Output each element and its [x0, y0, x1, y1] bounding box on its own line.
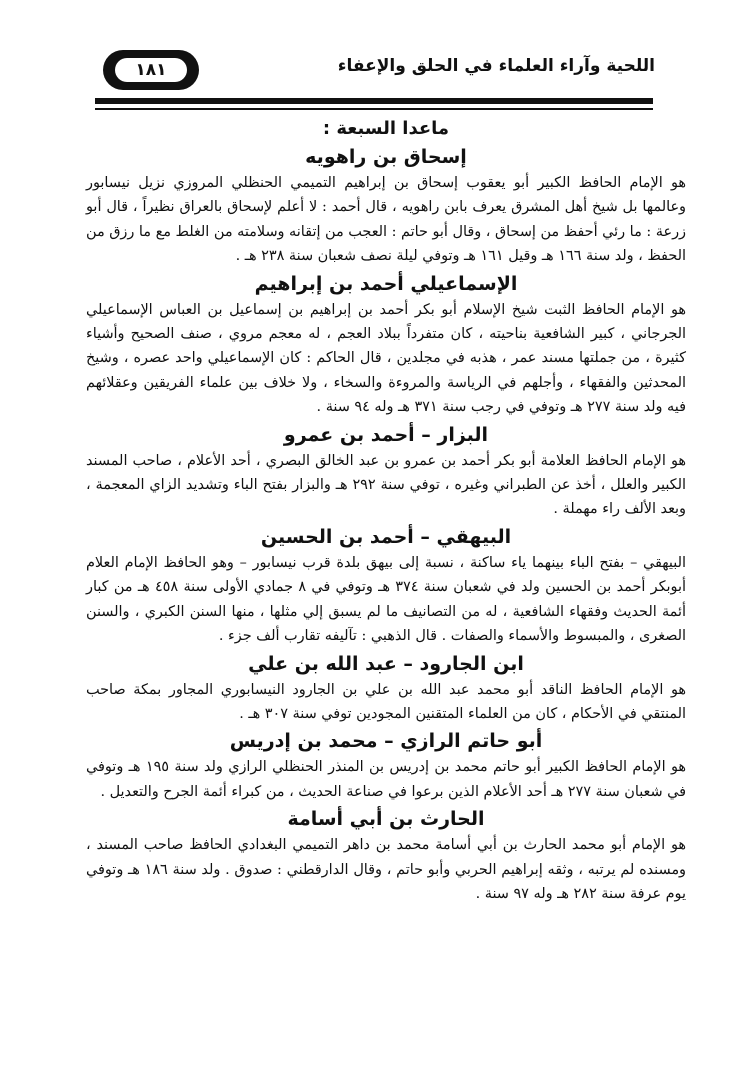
running-title: اللحية وآراء العلماء في الحلق والإعفاء: [337, 56, 655, 76]
entry-body: هو الإمام الحافظ الثبت شيخ الإسلام أبو بكر أحمد بن إبراهيم بن إسماعيل بن العباس الإسماعيلي الجرجاني ، كبير الشافعية بناحيته ، كان متفرداً ببلاد العجم ، له معجم مروي ، صنف الصحيح وأشياء كثيرة ، من جملتها مسند عمر ، هذبه في مجلدين ، قال الحاكم : كان الإسماعيلي واحد عصره ، وشيخ المحدثين والفقهاء ، وأجلهم في الرياسة والمروءة والسخاء ، ولا خلاف بين علماء الفريقين وعقلائهم فيه ولد سنة ٢٧٧ هـ وتوفي في رجب سنة ٣٧١ هـ وله ٩٤ سنة .: [86, 301, 686, 416]
page-number-badge: [103, 50, 199, 90]
page-content: [86, 116, 686, 906]
entry-body: البيهقي – بفتح الباء بينهما ياء ساكنة ، نسبة إلى بيهق بلدة قرب نيسابور – وهو الحافظ الإمام العلام أبوبكر أحمد بن الحسين ولد في شعبان سنة ٣٧٤ هـ وتوفي في ٨ جمادي الأولى سنة ٤٥٨ هـ من كبار أئمة الحديث وفقهاء الشافعية ، له من التصانيف ما لم يسبق إلي مثلها ، منها السنن الكبري ، والسنن الصغرى ، والمبسوط والأسماء والصفات . قال الذهبي : تآليفه تقارب ألف جزء .: [86, 554, 686, 645]
entry-title: الإسماعيلي أحمد بن إبراهيم: [254, 272, 518, 295]
entry-body: هو الإمام الحافظ العلامة أبو بكر أحمد بن عمرو بن عبد الخالق البصري ، أحد الأعلام ، صاحب المسند الكبير والعلل ، أخذ عن الطبراني وغيره ، توفي سنة ٢٩٢ هـ والبزار بفتح الباء وتشديد الزاي المعجمة ، وبعد الألف راء مهملة .: [86, 452, 687, 518]
page-number: ١٨١: [115, 58, 187, 82]
entry-title: البيهقي – أحمد بن الحسين: [260, 525, 512, 548]
entry-title: ابن الجارود – عبد الله بن علي: [248, 652, 524, 675]
entry-body: هو الإمام أبو محمد الحارث بن أبي أسامة محمد بن داهر التميمي البغدادي الحافظ صاحب المسند ، ومسنده لم يرتبه ، وثقه إبراهيم الحربي وأبو حاتم ، وقال الدارقطني : صدوق . ولد سنة ١٨٦ هـ وتوفي يوم عرفة سنة ٢٨٢ هـ وله ٩٧ سنة .: [86, 837, 687, 902]
entry-title: البزار – أحمد بن عمرو: [283, 423, 489, 446]
running-header: [95, 50, 655, 96]
entry-title: إسحاق بن راهويه: [305, 146, 467, 168]
entry-title: أبو حاتم الرازي – محمد بن إدريس: [229, 730, 543, 753]
entry-title: الحارث بن أبي أسامة: [287, 808, 485, 831]
entry-body: هو الإمام الحافظ الكبير أبو حاتم محمد بن إدريس بن المنذر الحنظلي الرازي ولد سنة ١٩٥ هـ وتوفي في شعبان سنة ٢٧٧ هـ أحد الأعلام الذين برعوا في صناعة الحديث ، من كبراء أئمة الجرح والتعديل .: [86, 759, 686, 800]
entry-body: هو الإمام الحافظ الكبير أبو يعقوب إسحاق بن إبراهيم التميمي الحنظلي المروزي نزيل نيسابور وعالمها بل شيخ أهل المشرق يعرف بابن راهويه ، قال أحمد : لا أعلم لإسحاق بالعراق نظيراً ، قال أبو زرعة : ما رئي أحفظ من إسحاق ، وقال أبو حاتم : العجب من إتقانه وسلامته من الغلط مع ما رزق من الحفظ ، ولد سنة ١٦٦ هـ وقيل ١٦١ هـ وتوفي ليلة نصف شعبان سنة ٢٣٨ هـ .: [86, 175, 686, 265]
header-rule-thin: [95, 108, 653, 110]
entry-body: هو الإمام الحافظ الناقد أبو محمد عبد الله بن علي بن الجارود النيسابوري المجاور بمكة صاحب المنتقي في الأحكام ، كان من العلماء المتقنين المجودين توفي سنة ٣٠٧ هـ .: [86, 681, 686, 722]
header-rule-thick: [95, 98, 653, 104]
section-label: ماعدا السبعة :: [322, 118, 450, 139]
